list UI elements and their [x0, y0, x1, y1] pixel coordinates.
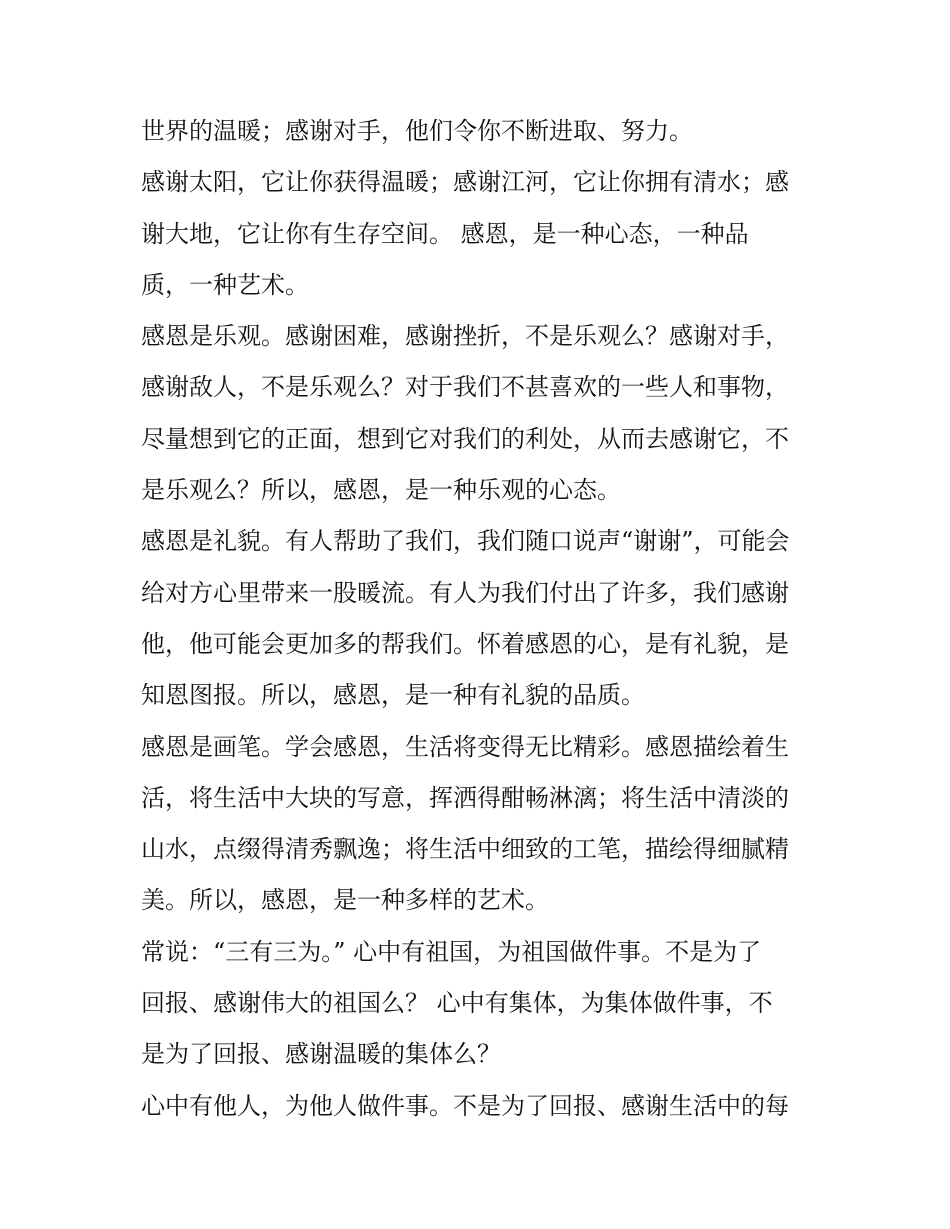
text-line: 常说：“三有三为。” 心中有祖国，为祖国做件事。不是为了	[141, 937, 762, 966]
text-line: 是乐观么？所以，感恩，是一种乐观的心态。	[141, 476, 621, 505]
text-line: 谢大地，它让你有生存空间。 感恩，是一种心态，一种品	[141, 219, 749, 248]
text-line: 世界的温暖；感谢对手，他们令你不断进取、努力。	[141, 117, 693, 145]
text-line: 回报、感谢伟大的祖国么？ 心中有集体，为集体做件事，不	[141, 989, 773, 1018]
text-line: 给对方心里带来一股暖流。有人为我们付出了许多，我们感谢	[141, 578, 789, 607]
text-line: 知恩图报。所以，感恩，是一种有礼貌的品质。	[141, 681, 645, 710]
text-line: 他，他可能会更加多的帮我们。怀着感恩的心，是有礼貌，是	[141, 629, 789, 658]
document-body	[141, 106, 821, 1132]
text-line: 感恩是画笔。学会感恩，生活将变得无比精彩。感恩描绘着生	[141, 732, 789, 761]
text-line: 质，一种艺术。	[141, 270, 309, 299]
text-line: 感恩是礼貌。有人帮助了我们，我们随口说声“谢谢”，可能会	[141, 527, 790, 556]
text-line: 山水，点缀得清秀飘逸；将生活中细致的工笔，描绘得细腻精	[141, 835, 789, 864]
text-line: 美。所以，感恩，是一种多样的艺术。	[141, 886, 549, 915]
text-line: 感恩是乐观。感谢困难，感谢挫折，不是乐观么？感谢对手，	[141, 322, 789, 351]
text-line: 感谢太阳，它让你获得温暖；感谢江河，它让你拥有清水；感	[141, 168, 789, 197]
text-line: 感谢敌人，不是乐观么？对于我们不甚喜欢的一些人和事物，	[141, 373, 789, 402]
text-line: 是为了回报、感谢温暖的集体么？	[141, 1040, 501, 1069]
text-line: 活，将生活中大块的写意，挥洒得酣畅淋漓；将生活中清淡的	[141, 783, 789, 812]
text-line: 心中有他人，为他人做件事。不是为了回报、感谢生活中的每	[141, 1091, 789, 1120]
text-line: 尽量想到它的正面，想到它对我们的利处，从而去感谢它，不	[141, 424, 789, 453]
